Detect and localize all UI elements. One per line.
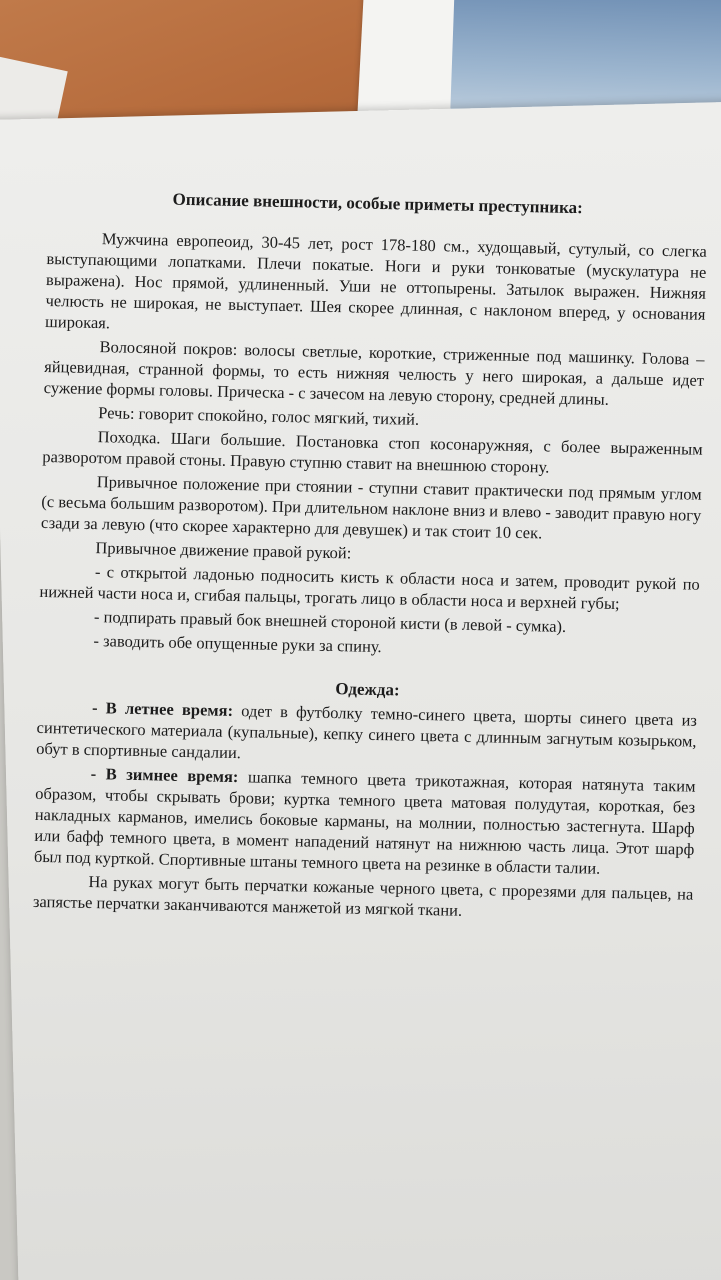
document-title: Описание внешности, особые приметы преступника: bbox=[172, 189, 583, 218]
winter-label: - В зимнее время: bbox=[90, 764, 239, 787]
list-item: - заводить обе опущенные руки за спину. bbox=[93, 631, 382, 657]
summer-text: одет в футболку темно-синего цвета, шорты синего цвета из синтетического материала (купальные), кепку синего цвета с длинным загнутым козырьком, обут в спортивные сандалии. bbox=[36, 700, 698, 763]
paragraph-speech: Речь: говорит спокойно, голос мягкий, тихий. bbox=[98, 403, 420, 429]
winter-text: шапка темного цвета трикотажная, которая натянута таким образом, чтобы скрывать брови; куртка темного цвета матовая полудутая, короткая, без накладных карманов, имелись боковые карманы, на молнии, полностью застегнута. Шарф или бафф темного цвета, в момент нападений натянут на нижнюю часть лица. Этот шарф был под курткой. Спортивные штаны темного цвета на резинке в области талии. bbox=[33, 767, 696, 878]
paragraph-gait: Походка. Шаги большие. Постановка стоп косонаружняя, с более выраженным разворотом правой стоны. Правую ступню ставит на внешнюю сторону. bbox=[42, 427, 703, 477]
document-text bbox=[33, 186, 708, 929]
list-item: - подпирать правый бок внешней стороной кисти (в левой - сумка). bbox=[93, 607, 567, 636]
paragraph-summer-clothing bbox=[36, 696, 697, 773]
list-item: - с открытой ладонью подносить кисть к области носа и затем, проводит рукой по нижней части носа и, сгибая пальцы, трогать лицо в области носа и верхней губы; bbox=[39, 562, 701, 614]
paragraph-winter-clothing bbox=[34, 762, 696, 881]
paragraph-physique: Мужчина европеоид, 30-45 лет, рост 178-180 см., худощавый, сутулый, со слегка выступающими лопатками. Плечи покатые. Ноги и руки тонковатые (мускулатура не выражена). Нос прямой, удлиненный. Уши не оттопырены. Затылок выражен. Нижняя челюсть не широкая, не выступает. Шея скорее длинная, с наклоном вперед, у основания широкая. bbox=[44, 229, 707, 333]
paragraph-hand-movement: Привычное движение правой рукой: bbox=[95, 538, 352, 563]
clothing-heading: Одежда: bbox=[335, 679, 400, 700]
paragraph-stance: Привычное положение при стоянии - ступни ставит практически под прямым углом (с весьма большим разворотом). При длительном наклоне вниз и влево - заводит правую ногу сзади за левую (что скорее характерно для девушек) и так стоит 10 сек. bbox=[40, 472, 702, 543]
summer-label: - В летнее время: bbox=[91, 698, 234, 720]
paragraph-hair: Волосяной покров: волосы светлые, короткие, стриженные под машинку. Голова – яйцевидная, странной формы, то есть нижняя челюсть у него широкая, а дальше идет сужение формы головы. Прическа - с зачесом на левую сторону, средней длины. bbox=[43, 337, 705, 409]
paragraph-gloves: На руках могут быть перчатки кожаные черного цвета, с прорезями для пальцев, на запястье перчатки заканчиваются манжетой из мягкой ткани. bbox=[32, 872, 694, 920]
